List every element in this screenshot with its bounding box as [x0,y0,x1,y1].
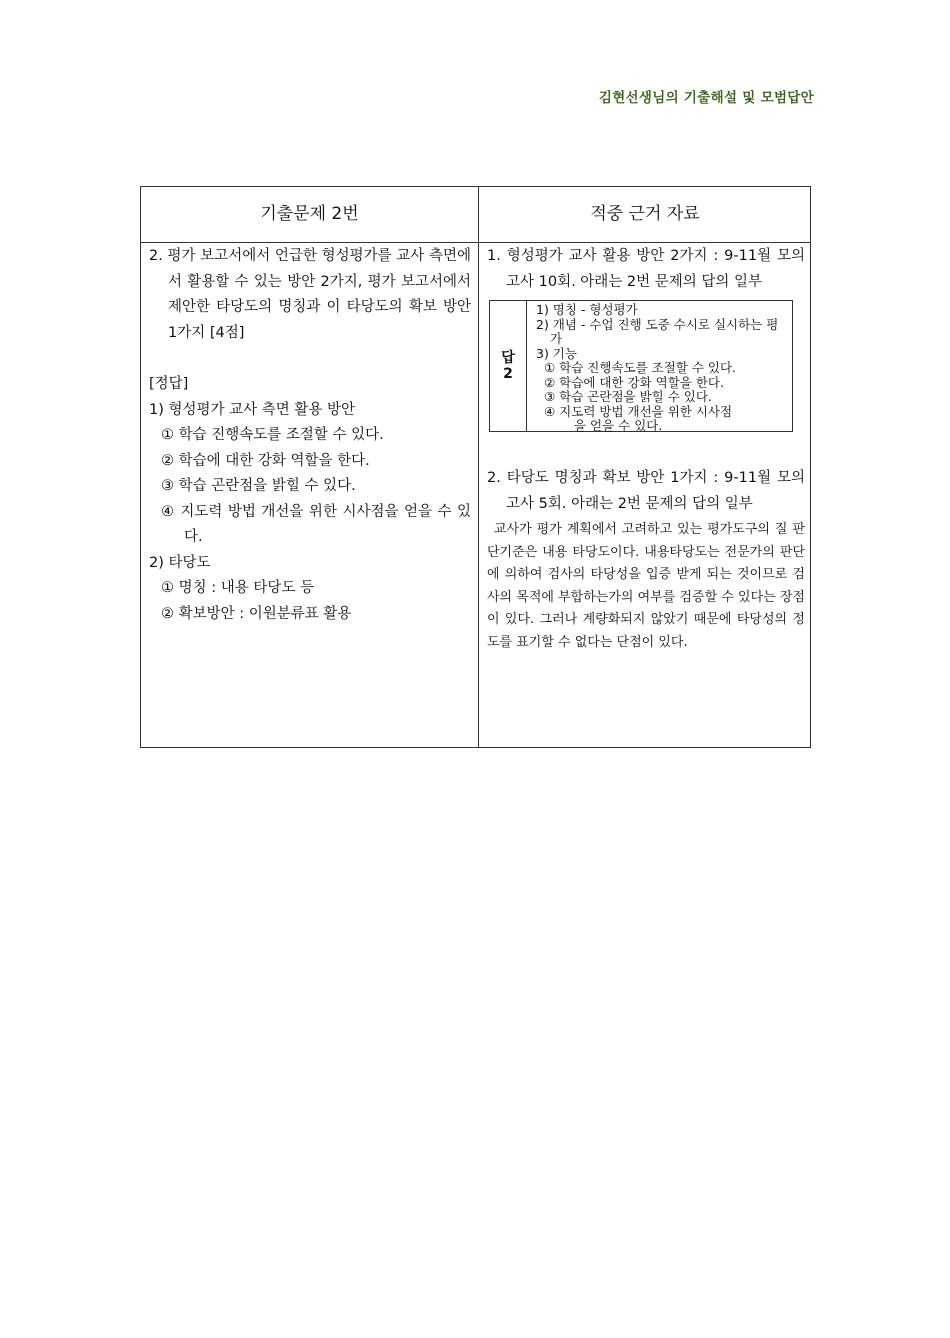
excerpt-line: 1) 명칭 - 형성평가 [536,302,638,317]
answer-excerpt-box [489,300,793,432]
answer-excerpt-body [536,303,786,434]
answer-excerpt-label [490,301,527,431]
answer-section-1-item: ② 학습에 대한 강화 역할을 한다. [161,452,370,469]
evidence-item-2: 2. 타당도 명칭과 확보 방안 1가지 : 9-11월 모의고사 5회. 아래는 2번 문제의 답의 일부 [487,470,805,512]
answer-section-1-title: 1) 형성평가 교사 측면 활용 방안 [149,401,356,418]
comparison-table [140,186,811,748]
answer-section-2-title: 2) 타당도 [149,554,211,571]
header-row-divider [141,242,810,243]
excerpt-line: ① 학습 진행속도를 조절할 수 있다. [544,360,737,375]
spacer [487,432,805,466]
column-divider [478,187,479,747]
evidence-cell [487,244,805,655]
excerpt-line: ③ 학습 곤란점을 밝힐 수 있다. [544,389,712,404]
answer-section-1-item: ④ 지도력 방법 개선을 위한 시사점을 얻을 수 있다. [161,503,471,545]
answer-excerpt-label-top: 답 [501,350,515,366]
answer-excerpt-label-bottom: 2 [503,366,513,382]
evidence-paragraph: 교사가 평가 계획에서 고려하고 있는 평가도구의 질 판단기준은 내용 타당도이다. 내용타당도는 전문가의 판단에 의하여 검사의 타당성을 입증 받게 되는 것이므로 검사의 목적에 부합하는가의 여부를 검증할 수 있다는 장점이 있다. 그러나 계량화되지 않았기 때문에 타당성의 정도를 표기할 수 없다는 단점이 있다. [487,522,805,650]
answer-section-1-item: ① 학습 진행속도를 조절할 수 있다. [161,427,384,443]
excerpt-line: ② 학습에 대한 강화 역할을 한다. [544,374,724,390]
right-column-header: 적중 근거 자료 [590,204,700,224]
answer-section-1-item: ③ 학습 곤란점을 밝힐 수 있다. [161,478,356,494]
spacer [149,346,471,372]
exam-question-cell [149,244,471,627]
excerpt-line: 2) 개념 - 수업 진행 도중 수시로 실시하는 평가 [536,316,779,346]
exam-question-text: 2. 평가 보고서에서 언급한 형성평가를 교사 측면에서 활용할 수 있는 방안 2가지, 평가 보고서에서 제안한 타당도의 명칭과 이 타당도의 확보 방안 1가지 [4점] [149,248,471,341]
page-header-note: 김현선생님의 기출해설 및 모범답안 [598,90,814,106]
evidence-item-1: 1. 형성평가 교사 활용 방안 2가지 : 9-11월 모의고사 10회. 아래는 2번 문제의 답의 일부 [487,248,805,290]
answer-section-2-item: ② 확보방안 : 이원분류표 활용 [161,605,352,622]
left-column-header: 기출문제 2번 [260,204,359,224]
answer-label: [정답] [149,376,189,392]
answer-section-2-item: ① 명칭 : 내용 타당도 등 [161,580,314,596]
excerpt-line: 을 얻을 수 있다. [574,418,663,433]
excerpt-line: 3) 기능 [536,345,577,361]
excerpt-line: ④ 지도력 방법 개선을 위한 시사점 [544,403,733,419]
